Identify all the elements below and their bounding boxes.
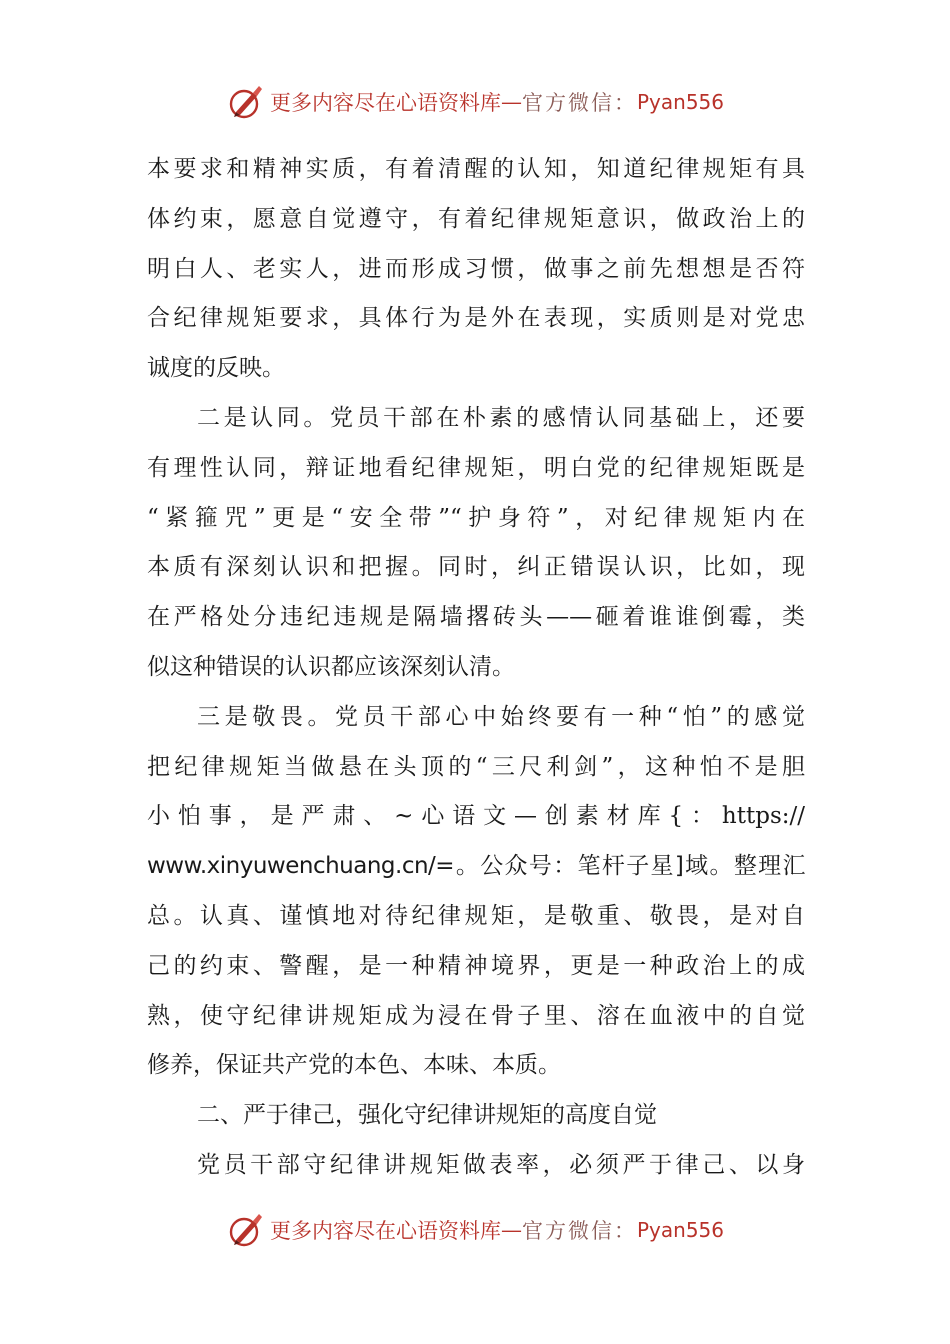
section-heading: 二、严于律己，强化守纪律讲规矩的高度自觉 [197, 1102, 657, 1129]
text-line: 小怕事，是严肃、~心语文—创素材库{：https:// [147, 803, 805, 830]
pen-logo-icon [226, 1210, 266, 1250]
text-line: 修养，保证共产党的本色、本味、本质。 [147, 1052, 561, 1079]
text-line: 合纪律规矩要求，具体行为是外在表现，实质则是对党忠 [147, 305, 805, 332]
text-line: 己的约束、警醒，是一种精神境界，更是一种政治上的成 [147, 952, 805, 979]
banner-wechat-id: Pyan556 [636, 1218, 724, 1242]
text-line: 在严格处分违纪违规是隔墙撂砖头——砸着谁谁倒霉，类 [147, 604, 805, 631]
text-line-url: www.xinyuwenchuang.cn/=。公众号：笔杆子星]域。整理汇 [147, 853, 805, 880]
banner-title: 更多内容尽在心语资料库 [269, 91, 501, 115]
text-line: 熟，使守纪律讲规矩成为浸在骨子里、溶在血液中的自觉 [147, 1002, 805, 1029]
document-body [147, 145, 805, 1191]
text-line: 本质有深刻认识和把握。同时，纠正错误认识，比如，现 [147, 554, 805, 581]
banner-subtitle: 官方微信： [521, 1219, 637, 1243]
text-line: 诚度的反映。 [147, 355, 285, 382]
footer-banner [0, 1208, 950, 1252]
banner-dash: — [500, 90, 522, 114]
text-line: 明白人、老实人，进而形成习惯，做事之前先想想是否符 [147, 255, 805, 282]
text-line: 体约束，愿意自觉遵守，有着纪律规矩意识，做政治上的 [147, 205, 805, 232]
banner-title: 更多内容尽在心语资料库 [269, 1219, 501, 1243]
text-line: 把纪律规矩当做悬在头顶的“三尺利剑”，这种怕不是胆 [147, 753, 805, 780]
pen-logo-icon [226, 82, 266, 122]
banner-subtitle: 官方微信： [521, 91, 637, 115]
text-line: 本要求和精神实质，有着清醒的认知，知道纪律规矩有具 [147, 156, 805, 182]
text-line: 二是认同。党员干部在朴素的感情认同基础上，还要 [197, 404, 805, 431]
text-line: 三是敬畏。党员干部心中始终要有一种“怕”的感觉 [197, 703, 805, 730]
text-line: 似这种错误的认识都应该深刻认清。 [147, 653, 515, 680]
banner-wechat-id: Pyan556 [636, 90, 724, 114]
header-banner [0, 80, 950, 124]
text-line: 党员干部守纪律讲规矩做表率，必须严于律己、以身 [197, 1151, 805, 1178]
banner-dash: — [500, 1218, 522, 1242]
text-line: 有理性认同，辩证地看纪律规矩，明白党的纪律规矩既是 [147, 454, 805, 481]
text-line: 总。认真、谨慎地对待纪律规矩，是敬重、敬畏，是对自 [147, 902, 805, 929]
text-line: “紧箍咒”更是“安全带”“护身符”，对纪律规矩内在 [147, 504, 805, 531]
